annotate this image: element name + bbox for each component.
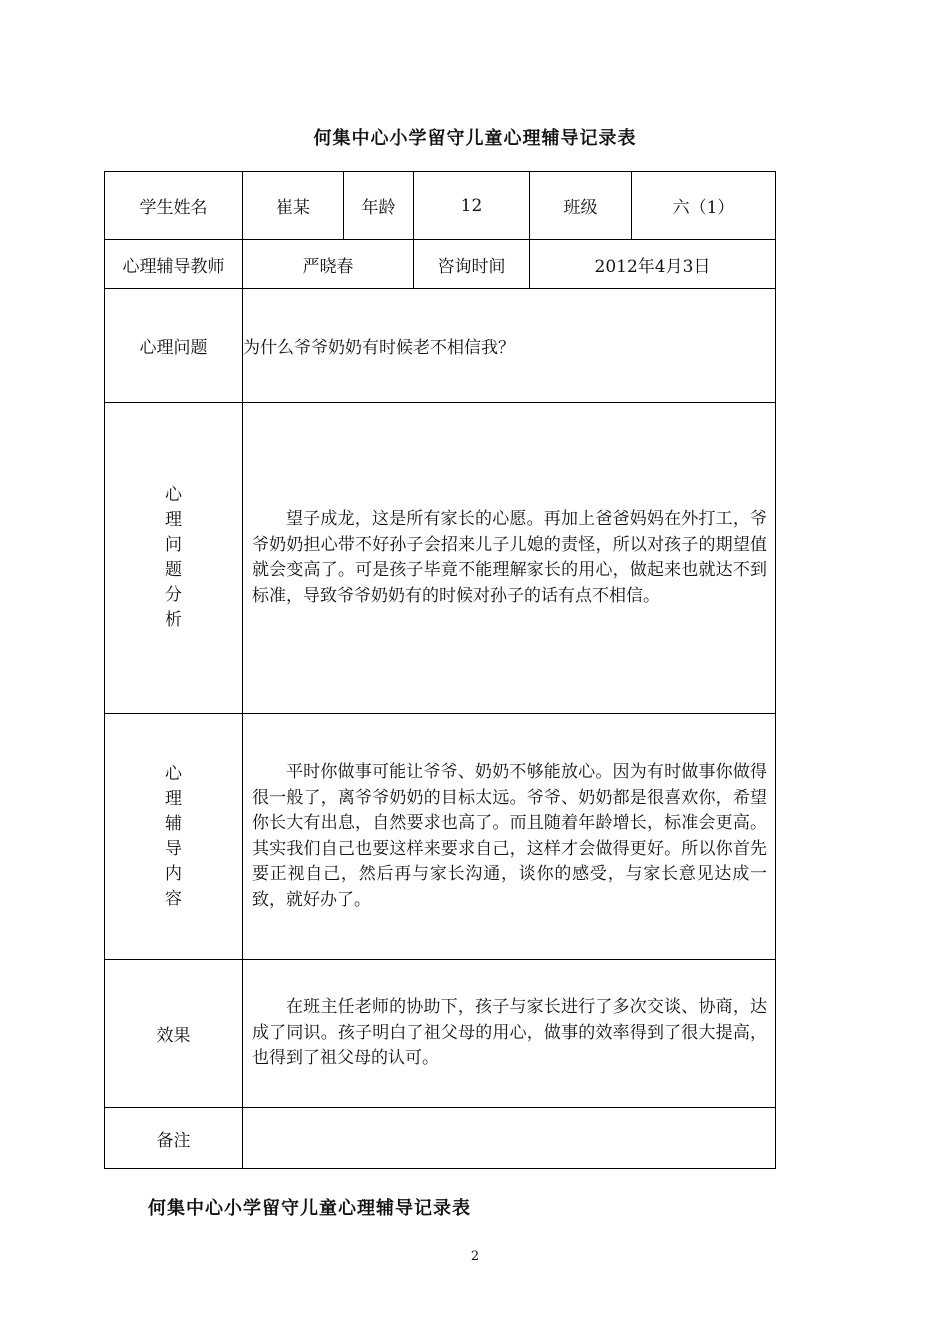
problem-text: 为什么爷爷奶奶有时候老不相信我？ [243,289,776,403]
table-row [105,289,776,403]
counseling-label-char: 导 [165,838,182,859]
counseling-record-table [104,171,776,1169]
consult-time-value: 2012年4月3日 [530,240,776,289]
table-row [105,172,776,240]
student-name-label: 学生姓名 [105,172,243,240]
effect-cell [243,960,776,1108]
table-row [105,403,776,714]
teacher-value: 严晓春 [243,240,414,289]
page-number: 2 [470,1249,480,1264]
table-row [105,714,776,960]
table-row [105,960,776,1108]
class-value: 六（1） [632,172,776,240]
student-name-value: 崔某 [243,172,344,240]
remarks-value [243,1108,776,1169]
analysis-label-char: 析 [165,610,182,630]
table-row [105,240,776,289]
class-label: 班级 [530,172,632,240]
counseling-text: 平时你做事可能让爷爷、奶奶不够能放心。因为有时做事你做得很一般了，离爷爷奶奶的目标太远。爷爷、奶奶都是很喜欢你，希望你长大有出息，自然要求也高了。而且随着年龄增长，标准会更高。其实我们自己也要这样来要求自己，这样才会做得更好。所以你首先要正视自己，然后再与家长沟通，谈你的感受，与家长意见达成一致，就好办了。 [252,762,767,910]
problem-label: 心理问题 [105,289,243,403]
next-form-title: 何集中心小学留守儿童心理辅导记录表 [148,1198,471,1219]
counseling-label-char: 容 [165,888,182,909]
table-row [105,1108,776,1169]
age-value: 12 [414,172,530,240]
counseling-label-char: 心 [165,763,182,784]
analysis-label-char: 题 [165,560,182,580]
effect-label: 效果 [105,960,243,1108]
analysis-label-char: 理 [165,510,182,530]
analysis-label-char: 分 [165,585,182,605]
counseling-label-char: 辅 [165,813,182,834]
form-title: 何集中心小学留守儿童心理辅导记录表 [313,128,637,149]
remarks-label: 备注 [105,1108,243,1169]
counseling-label-char: 理 [165,788,182,809]
consult-time-label: 咨询时间 [414,240,530,289]
age-label: 年龄 [344,172,414,240]
analysis-label-char: 问 [165,535,182,555]
analysis-cell [243,403,776,714]
counseling-label-char: 内 [165,863,182,884]
analysis-text: 望子成龙，这是所有家长的心愿。再加上爸爸妈妈在外打工，爷爷奶奶担心带不好孙子会招来儿子儿媳的责怪，所以对孩子的期望值就会变高了。可是孩子毕竟不能理解家长的用心，做起来也就达不到标准，导致爷爷奶奶有的时候对孙子的话有点不相信。 [252,509,767,606]
analysis-label [105,403,243,714]
analysis-label-char: 心 [165,485,182,505]
teacher-label: 心理辅导教师 [105,240,243,289]
effect-text: 在班主任老师的协助下，孩子与家长进行了多次交谈、协商，达成了同识。孩子明白了祖父母的用心，做事的效率得到了很大提高，也得到了祖父母的认可。 [252,997,767,1069]
counseling-cell [243,714,776,960]
counseling-label [105,714,243,960]
